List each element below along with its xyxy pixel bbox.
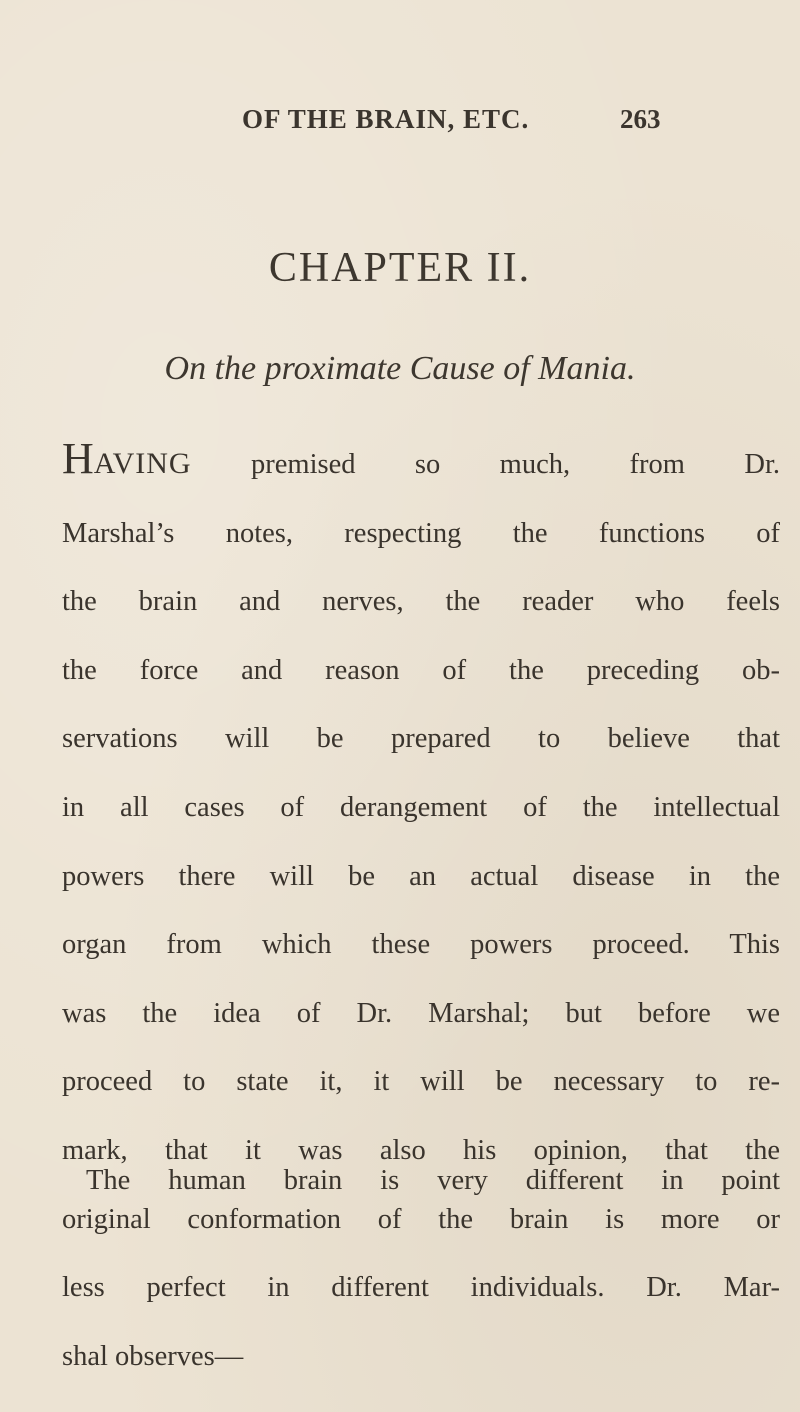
paragraph-line: shal observes— xyxy=(62,1340,244,1372)
chapter-subtitle: On the proximate Cause of Mania. xyxy=(164,350,636,387)
page-number: 263 xyxy=(620,104,661,134)
paragraph-line: powers there will be an actual disease in the xyxy=(62,860,780,892)
paragraph-line: the force and reason of the preceding ob- xyxy=(62,654,780,686)
paragraph-line: less perfect in different individuals. Dr. Mar- xyxy=(62,1272,780,1304)
drop-cap: H xyxy=(62,434,94,483)
chapter-title: CHAPTER II. xyxy=(268,245,532,291)
paragraph-line: servations will be prepared to believe that xyxy=(62,723,780,755)
paragraph-line: the brain and nerves, the reader who feels xyxy=(62,586,780,618)
paragraph-line: original conformation of the brain is more or xyxy=(62,1203,780,1235)
opening-word-rest: AVING xyxy=(93,447,192,480)
paragraph-line: proceed to state it, it will be necessary to re- xyxy=(62,1066,780,1098)
first-line-text: premised so much, from Dr. xyxy=(251,449,781,480)
paragraph-line: mark, that it was also his opinion, that the xyxy=(62,1134,780,1166)
body-paragraph xyxy=(62,430,780,1391)
paragraph-line: in all cases of derangement of the intellectual xyxy=(62,791,780,823)
paragraph-line: Marshal’s notes, respecting the functions of xyxy=(62,517,780,549)
paragraph-line: organ from which these powers proceed. This xyxy=(62,929,780,961)
running-head: OF THE BRAIN, ETC. xyxy=(242,104,530,134)
paragraph-line: was the idea of Dr. Marshal; but before we xyxy=(62,997,780,1029)
quote-first-line: The human brain is very different in point xyxy=(86,1165,780,1196)
paragraph-line xyxy=(62,430,780,500)
